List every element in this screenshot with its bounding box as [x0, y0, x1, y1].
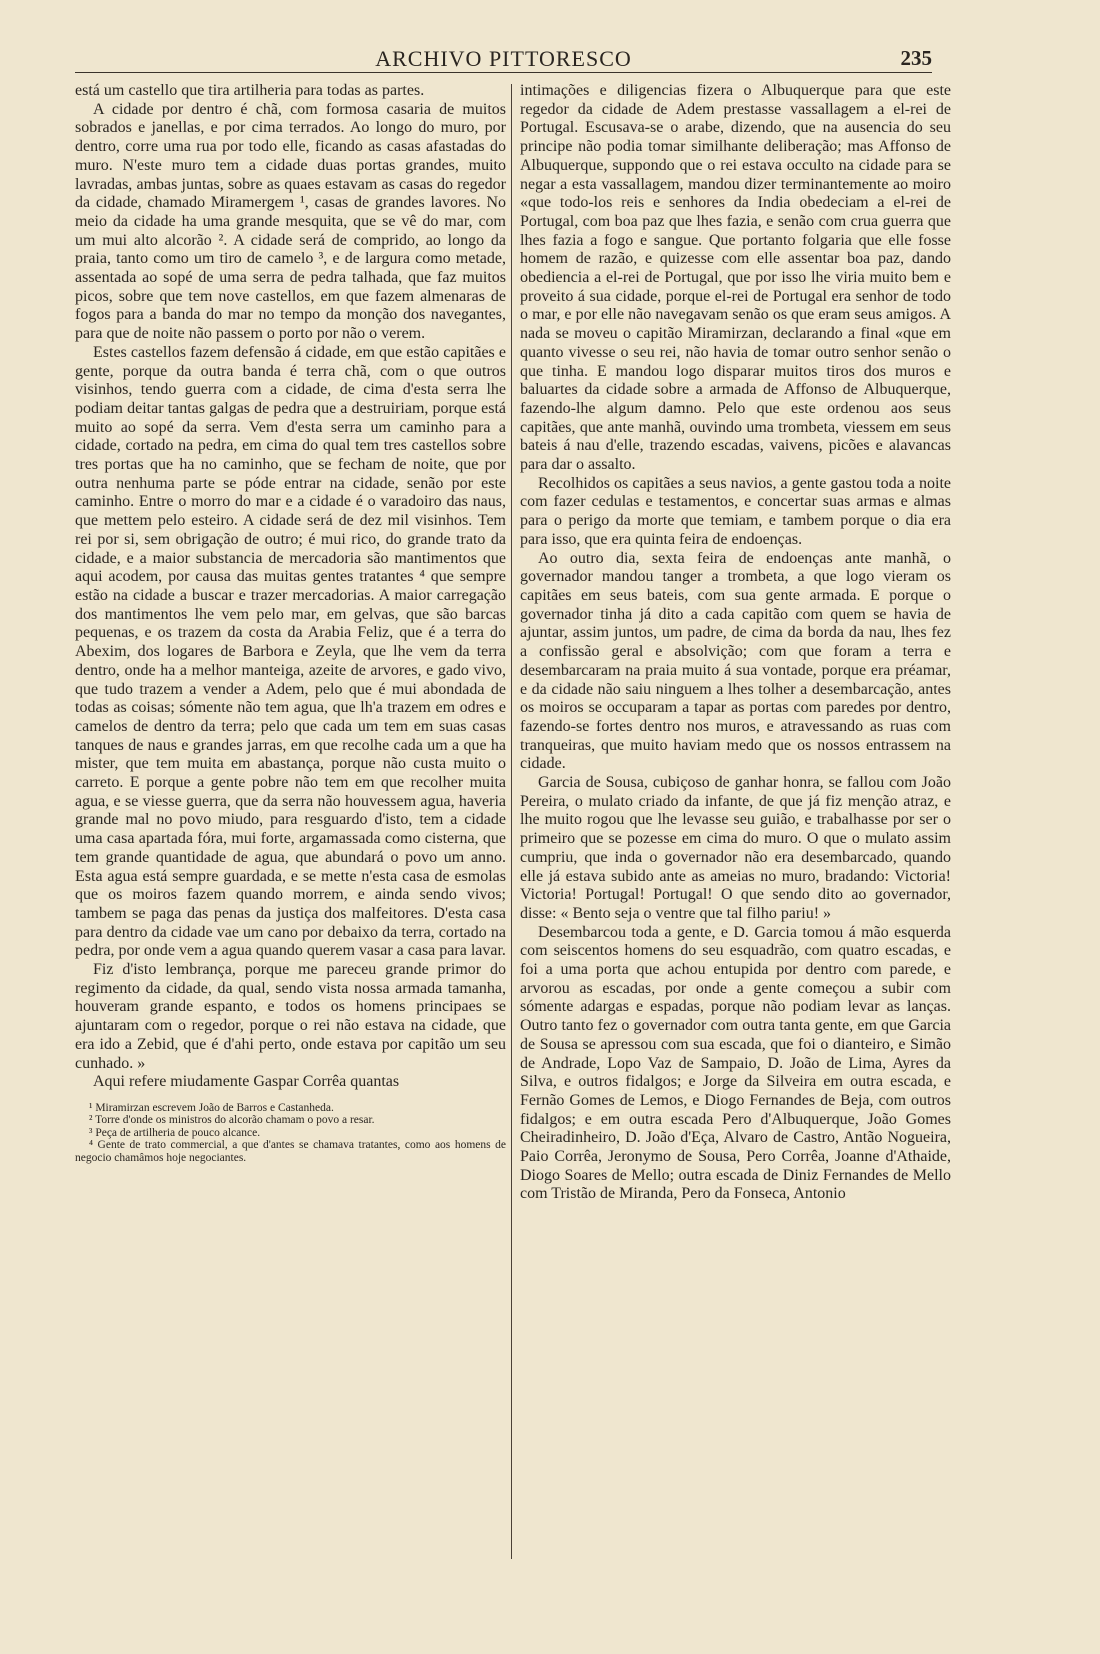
footnote: ⁴ Gente de trato commercial, a que d'antes se chamava tratantes, como aos homens de negocio chamâmos hoje negociantes.: [75, 1139, 506, 1164]
paragraph: A cidade por dentro é chã, com formosa casaria de muitos sobrados e janellas, e por cima terrados. Ao longo do muro, por dentro, corre uma rua por todo elle, ficando as casas afastadas do muro. N'este muro tem a cidade duas portas grandes, muito lavradas, ambas juntas, sobre as quaes estavam as casas do regedor da cidade, chamado Miramergem ¹, casas de grandes lavores. No meio da cidade ha uma grande mesquita, que se vê do mar, com um mui alto alcorão ². A cidade será de comprido, ao longo da praia, tanto como um tiro de camelo ³, e de largura como metade, assentada ao sopé de uma serra de pedra talhada, que faz muitos picos, sobre que tem nove castellos, em que fazem almenaras de fogos para a banda do mar no tempo da monção dos navegantes, para que de noite não passem o porto por não o verem.: [75, 100, 506, 343]
footnote: ² Torre d'onde os ministros do alcorão chamam o povo a resar.: [89, 1114, 375, 1127]
paragraph: está um castello que tira artilheria para todas as partes.: [75, 82, 425, 99]
paragraph: Estes castellos fazem defensão á cidade, em que estão capitães e gente, porque da outra banda é terra chã, com o que outros visinhos, tendo guerra com a cidade, de cima d'esta serra lhe podiam deitar tantas galgas de pedra que a destruiriam, porque está muito ao sopé da serra. Vem d'esta serra um caminho para a cidade, cortado na pedra, em cima do qual tem tres castellos sobre tres portas que ha no caminho, que se fecham de noite, que por outra nenhuma parte se póde entrar na cidade, senão por este caminho. Entre o morro do mar e a cidade é o varadoiro das naus, que mettem pelo esteiro. A cidade será de dez mil visinhos. Tem rei por si, sem obrigação de outro; é mui rico, do grande trato da cidade, e a maior substancia de mercadoria são mantimentos que aqui acodem, por causa das muitas gentes tratantes ⁴ que sempre estão na cidade a buscar e trazer mercadorias. A maior carregação dos mantimentos lhe vem pelo mar, em gelvas, que são barcas pequenas, e os trazem da costa da Arabia Feliz, que é a terra do Abexim, dos logares de Barbora e Zeyla, que lhe vem da terra dentro, onde ha a melhor manteiga, azeite de arvores, e gado vivo, que tudo trazem a vender a Adem, pelo que é mui abondada de todas as coisas; sómente não tem agua, que lh'a trazem em odres e camelos de dentro da terra; pelo que cada um tem em suas casas tanques de naus e grandes jarras, em que recolhe cada um a que ha mister, que tem muita em abastança, porque não custa muito o carreto. E porque a gente pobre não tem em que recolher muita agua, e se viesse guerra, que da serra não houvessem agua, haveria grande mal no povo miudo, para resguardo d'isto, tem a cidade uma casa apartada fóra, mui forte, argamassada como cisterna, que tem grande quantidade de agua, que abundará o povo um anno. Esta agua está sempre guardada, e se mette n'esta casa de esmolas que os moiros fazem quando morrem, e ainda sendo vivos; tambem se paga das penas da justiça dos malfeitores. D'esta casa para dentro da cidade vae um cano por debaixo da terra, cortado na pedra, por onde vem a agua quando querem vasar a casa para lavar.: [75, 343, 506, 960]
footnote: ¹ Miramirzan escrevem João de Barros e Castanheda.: [89, 1101, 334, 1114]
paragraph: Aqui refere miudamente Gaspar Corrêa quantas: [93, 1073, 400, 1091]
paragraph: Desembarcou toda a gente, e D. Garcia tomou á mão esquerda com seiscentos homens do seu esquadrão, com quatro escadas, e foi a uma porta que achou entupida por dentro com parede, e arvorou as escadas, por onde a gente começou a subir com sómente adargas e espadas, porque não podiam levar as lanças. Outro tanto fez o governador com outra tanta gente, em que Garcia de Sousa se apressou com sua escada, que foi o dianteiro, e Simão de Andrade, Lopo Vaz de Sampaio, D. João de Lima, Ayres da Silva, e outros fidalgos; e Jorge da Silveira em outra escada, e Fernão Gomes de Lemos, e Diogo Fernandes de Beja, com outros fidalgos; e em outra escada Pero d'Albuquerque, João Gomes Cheiradinheiro, D. João d'Eça, Alvaro de Castro, Antão Nogueira, Paio Corrêa, Jeronymo de Sousa, Pero Corrêa, Joanne d'Athaide, Diogo Soares de Mello; outra escada de Diniz Fernandes de Mello com Tristão de Miranda, Pero da Fonseca, Antonio: [520, 923, 951, 1203]
footnotes: [75, 1102, 506, 1165]
footnote: ³ Peça de artilheria de pouco alcance.: [89, 1126, 261, 1139]
paragraph: Ao outro dia, sexta feira de endoenças ante manhã, o governador mandou tanger a trombeta, a que logo vieram os capitães em seus bateis, com sua gente armada. E porque o governador tinha já dito a cada capitão com quem se havia de ajuntar, assim juntos, um padre, de cima da borda da nau, lhes fez a confissão geral e absolvição; com que foram a terra e desembarcaram na praia muito á sua vontade, porque era préamar, e da cidade não saiu ninguem a lhes tolher a desembarcação, antes os moiros se occuparam a tapar as portas com paredes por dentro, fazendo-se fortes dentro nos muros, e atravessando as ruas com tranqueiras, que muito haviam medo que os nossos entrassem na cidade.: [520, 549, 951, 773]
right-column: [520, 82, 951, 1204]
page-header: [75, 44, 932, 73]
left-column: [75, 82, 506, 1164]
paragraph: Fiz d'isto lembrança, porque me pareceu grande primor do regimento da cidade, da qual, sendo vista nossa armada tamanha, houveram grande espanto, e todos os homens principaes se ajuntaram com o regedor, porque o rei não estava na cidade, que era ido a Zebid, que é d'ahi perto, onde estava por capitão um seu cunhado. »: [75, 961, 506, 1072]
paragraph: Garcia de Sousa, cubiçoso de ganhar honra, se fallou com João Pereira, o mulato criado da infante, de que já fiz menção atraz, e lhe muito rogou que lhe levasse seu guião, e trabalhasse por ser o primeiro que se pozesse em cima do muro. O que o mulato assim cumpriu, que inda o governador não era desembarcado, quando elle já estava subido ante as ameias no muro, bradando: Victoria! Victoria! Portugal! Portugal! O que sendo dito ao governador, disse: « Bento seja o ventre que tal filho pariu! »: [520, 774, 951, 922]
column-divider: [511, 84, 512, 1559]
paragraph: intimações e diligencias fizera o Albuquerque para que este regedor da cidade de Adem prestasse vassallagem a el-rei de Portugal. Escusava-se o arabe, dizendo, que na ausencia do seu principe não podia tomar similhante deliberação; mas Affonso de Albuquerque, suppondo que o rei estava occulto na cidade para se negar a esta vassallagem, mandou dizer terminantemente ao moiro «que todo-los reis e senhores da India obedeciam a el-rei de Portugal, com boa paz que lhes fazia, e senão com crua guerra que lhes fazia a fogo e sangue. Que portanto folgaria que elle fosse homem de razão, e quizesse com elle assentar boa paz, dando obediencia a el-rei de Portugal, que por isso lhe viria muito bem e proveito á sua cidade, porque el-rei de Portugal era senhor de todo o mar, e por elle não navegavam senão os que eram seus amigos. A nada se moveu o capitão Miramirzan, declarando a final «que em quanto vivesse o seu rei, não havia de tomar outro senhor senão o que tinha. E mandou logo disparar muitos tiros dos muros e baluartes da cidade sobre a armada de Affonso de Albuquerque, fazendo-lhe algum damno. Pelo que este ordenou aos seus capitães, que ante manhã, ouvindo uma trombeta, viessem em seus bateis á nau d'elle, trazendo escadas, vaivens, picões e alavancas para dar o assalto.: [520, 82, 951, 474]
page-number: 235: [900, 46, 932, 70]
journal-title: ARCHIVO PITTORESCO: [375, 46, 632, 71]
paragraph: Recolhidos os capitães a seus navios, a gente gastou toda a noite com fazer cedulas e testamentos, e concertar suas armas e almas para o perigo da morte que temiam, e tambem porque o dia era para isso, que era quinta feira de endoenças.: [520, 474, 951, 548]
